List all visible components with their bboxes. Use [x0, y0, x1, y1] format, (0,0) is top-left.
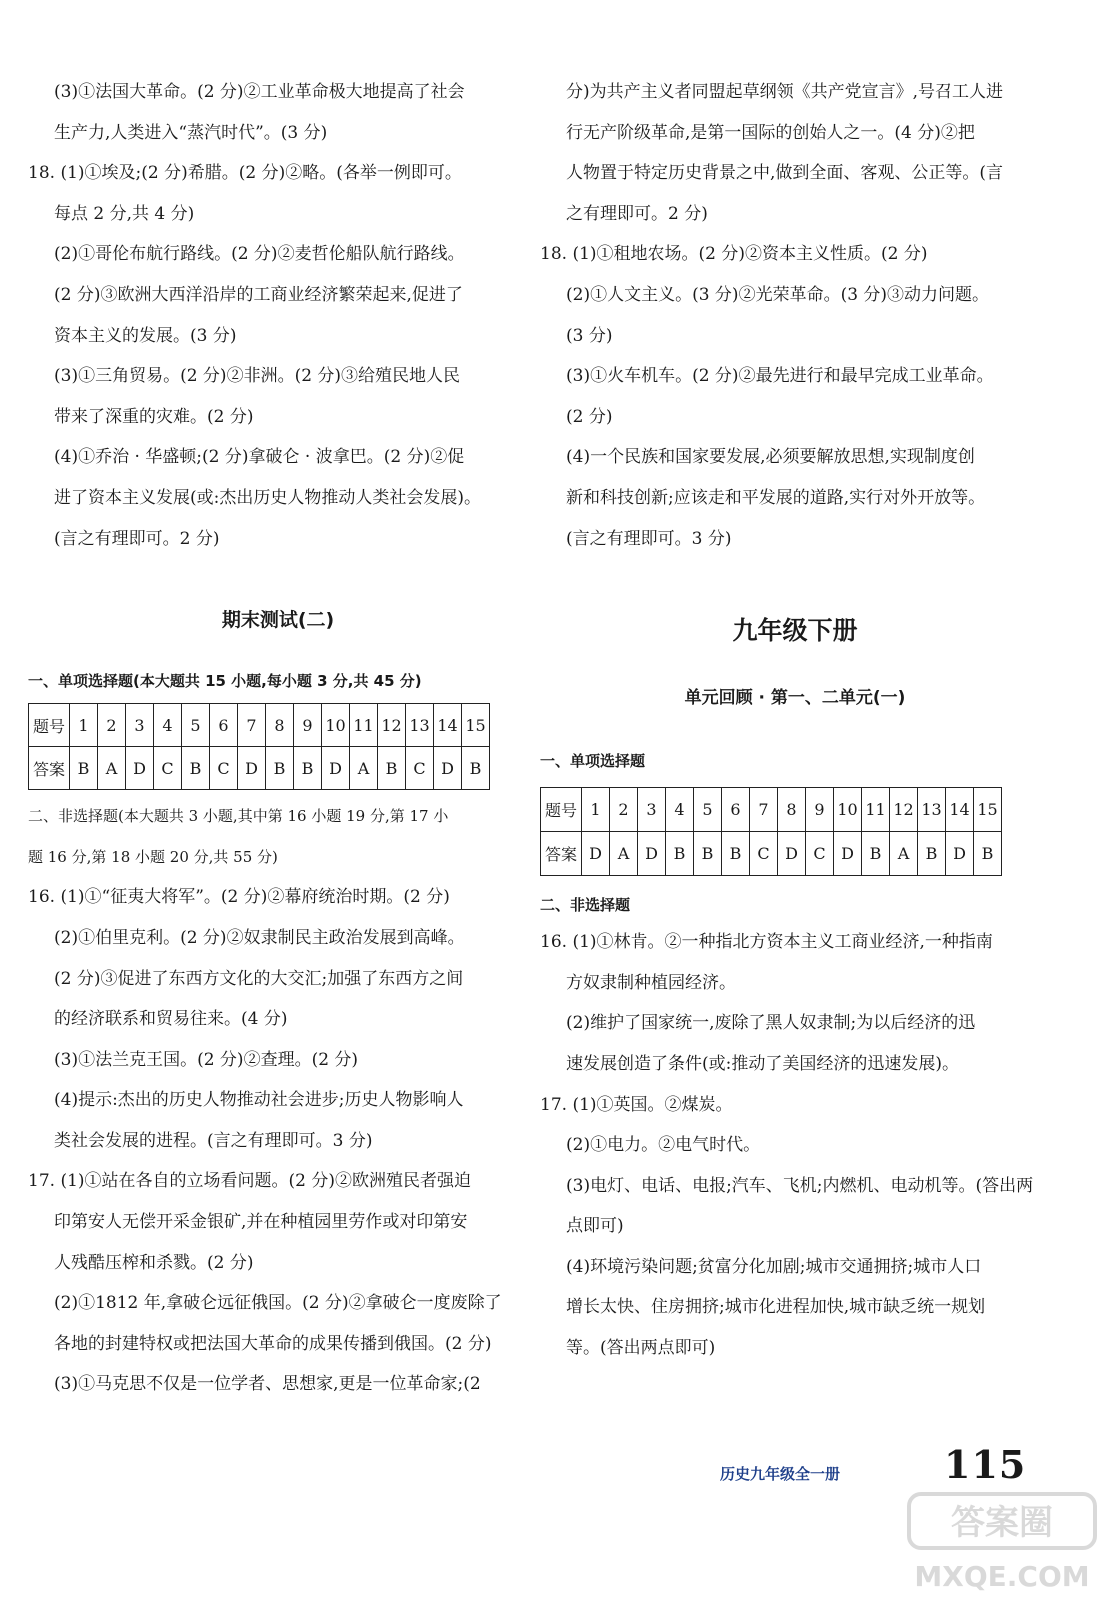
table-label: 题号 — [29, 704, 70, 747]
table-cell: B — [694, 832, 722, 876]
table-cell: A — [98, 747, 126, 790]
text-line: (4)环境污染问题;贫富分化加剧;城市交通拥挤;城市人口 — [566, 1256, 982, 1277]
table-cell: B — [666, 832, 694, 876]
table-cell: B — [918, 832, 946, 876]
answer-table — [28, 703, 490, 790]
text-line: (4)①乔治 · 华盛顿;(2 分)拿破仑 · 波拿巴。(2 分)②促 — [54, 447, 465, 468]
mc-heading: 一、单项选择题(本大题共 15 小题,每小题 3 分,共 45 分) — [28, 672, 422, 691]
question-18-start: 18. (1)①租地农场。(2 分)②资本主义性质。(2 分) — [540, 244, 928, 265]
table-cell: 5 — [694, 788, 722, 832]
table-cell: 14 — [434, 704, 462, 747]
text-line: (言之有理即可。2 分) — [54, 528, 220, 549]
text-line: (3)电灯、电话、电报;汽车、飞机;内燃机、电动机等。(答出两 — [566, 1175, 1034, 1196]
table-cell: 3 — [126, 704, 154, 747]
answer-table — [540, 787, 1002, 876]
table-cell: C — [210, 747, 238, 790]
table-cell: D — [778, 832, 806, 876]
table-cell: 5 — [182, 704, 210, 747]
table-cell: B — [862, 832, 890, 876]
table-cell: A — [610, 832, 638, 876]
table-cell: B — [462, 747, 490, 790]
text-line: (3 分) — [566, 325, 613, 346]
page-number: 115 — [944, 1442, 1027, 1487]
right-column — [540, 72, 1050, 1369]
table-cell: 7 — [238, 704, 266, 747]
text-line: 新和科技创新;应该走和平发展的道路,实行对外开放等。 — [566, 487, 986, 508]
text-line: 各地的封建特权或把法国大革命的成果传播到俄国。(2 分) — [54, 1333, 492, 1354]
table-cell: D — [434, 747, 462, 790]
table-cell: 13 — [918, 788, 946, 832]
table-cell: 6 — [210, 704, 238, 747]
text-line: 印第安人无偿开采金银矿,并在种植园里劳作或对印第安 — [54, 1212, 468, 1233]
text-line: (2)①人文主义。(3 分)②光荣革命。(3 分)③动力问题。 — [566, 284, 990, 305]
table-cell: B — [182, 747, 210, 790]
book-title: 九年级下册 — [732, 616, 858, 646]
table-cell: 1 — [582, 788, 610, 832]
text-line: (2)①1812 年,拿破仑远征俄国。(2 分)②拿破仑一度废除了 — [54, 1293, 502, 1314]
table-cell: D — [238, 747, 266, 790]
text-line: (3)①火车机车。(2 分)②最先进行和最早完成工业革命。 — [566, 366, 994, 387]
table-cell: 2 — [610, 788, 638, 832]
question-16-start: 16. (1)①林肯。②一种指北方资本主义工商业经济,一种指南 — [540, 932, 993, 953]
nonmc-heading: 题 16 分,第 18 小题 20 分,共 55 分) — [28, 847, 278, 866]
text-line: (2)①电力。②电气时代。 — [566, 1135, 761, 1156]
exam-title: 期末测试(二) — [221, 609, 335, 632]
watermark-logo — [905, 1488, 1100, 1598]
text-line: (2 分) — [566, 406, 613, 427]
text-line: 资本主义的发展。(3 分) — [54, 325, 237, 346]
watermark-top-text: 答案圈 — [951, 1503, 1053, 1543]
table-row-numbers — [29, 704, 490, 747]
table-cell: 9 — [294, 704, 322, 747]
watermark-bottom-text: MXQE.COM — [914, 1560, 1090, 1593]
text-line: 人物置于特定历史背景之中,做到全面、客观、公正等。(言 — [566, 163, 1004, 184]
text-line: 进了资本主义发展(或:杰出历史人物推动人类社会发展)。 — [54, 487, 481, 508]
table-cell: 3 — [638, 788, 666, 832]
text-line: (2)①伯里克利。(2 分)②奴隶制民主政治发展到高峰。 — [54, 927, 465, 948]
text-line: (2)维护了国家统一,废除了黑人奴隶制;为以后经济的迅 — [566, 1013, 976, 1034]
mc-heading: 一、单项选择题 — [540, 752, 646, 771]
table-cell: C — [806, 832, 834, 876]
table-cell: 12 — [890, 788, 918, 832]
table-cell: 7 — [750, 788, 778, 832]
table-cell: 8 — [266, 704, 294, 747]
table-cell: 11 — [862, 788, 890, 832]
table-cell: 10 — [834, 788, 862, 832]
text-line: 的经济联系和贸易往来。(4 分) — [54, 1009, 288, 1030]
text-line: 增长太快、住房拥挤;城市化进程加快,城市缺乏统一规划 — [566, 1297, 986, 1318]
text-line: (4)提示:杰出的历史人物推动社会进步;历史人物影响人 — [54, 1090, 464, 1111]
text-line: 分)为共产主义者同盟起草纲领《共产党宣言》,号召工人进 — [566, 82, 1004, 102]
table-cell: D — [834, 832, 862, 876]
text-line: (3)①三角贸易。(2 分)②非洲。(2 分)③给殖民地人民 — [54, 366, 461, 387]
table-cell: 4 — [666, 788, 694, 832]
text-line: (3)①法兰克王国。(2 分)②查理。(2 分) — [54, 1049, 359, 1070]
text-line: (3)①马克思不仅是一位学者、思想家,更是一位革命家;(2 — [54, 1374, 481, 1395]
table-row-answers — [29, 747, 490, 790]
table-cell: 4 — [154, 704, 182, 747]
table-cell: A — [890, 832, 918, 876]
text-line: 点即可) — [566, 1216, 624, 1237]
table-cell: 10 — [322, 704, 350, 747]
left-column — [28, 72, 528, 1405]
table-cell: 15 — [462, 704, 490, 747]
table-cell: 8 — [778, 788, 806, 832]
table-cell: A — [350, 747, 378, 790]
table-cell: B — [722, 832, 750, 876]
text-line: 等。(答出两点即可) — [566, 1338, 716, 1359]
text-line: (4)一个民族和国家要发展,必须要解放思想,实现制度创 — [566, 447, 975, 468]
table-cell: 6 — [722, 788, 750, 832]
question-18-start: 18. (1)①埃及;(2 分)希腊。(2 分)②略。(各举一例即可。 — [28, 163, 462, 184]
table-cell: 11 — [350, 704, 378, 747]
table-cell: 13 — [406, 704, 434, 747]
table-cell: B — [266, 747, 294, 790]
table-cell: B — [294, 747, 322, 790]
table-cell: 2 — [98, 704, 126, 747]
table-label: 题号 — [541, 788, 582, 832]
text-line: 行无产阶级革命,是第一国际的创始人之一。(4 分)②把 — [566, 122, 975, 143]
table-cell: 15 — [974, 788, 1002, 832]
table-cell: C — [154, 747, 182, 790]
table-label: 答案 — [29, 747, 70, 790]
table-cell: 14 — [946, 788, 974, 832]
question-16-start: 16. (1)①“征夷大将军”。(2 分)②幕府统治时期。(2 分) — [28, 887, 450, 908]
nonmc-heading: 二、非选择题 — [540, 896, 631, 915]
text-line: (言之有理即可。3 分) — [566, 528, 732, 549]
text-line: 之有理即可。2 分) — [566, 203, 708, 224]
text-line: 人残酷压榨和杀戮。(2 分) — [54, 1252, 254, 1273]
question-17-start: 17. (1)①站在各自的立场看问题。(2 分)②欧洲殖民者强迫 — [28, 1171, 472, 1192]
text-line: 类社会发展的进程。(言之有理即可。3 分) — [54, 1130, 373, 1151]
table-row-answers — [541, 832, 1002, 876]
text-line: 带来了深重的灾难。(2 分) — [54, 406, 254, 427]
footer-subject: 历史九年级全一册 — [720, 1465, 841, 1483]
table-cell: 12 — [378, 704, 406, 747]
table-cell: B — [974, 832, 1002, 876]
table-cell: B — [70, 747, 98, 790]
table-label: 答案 — [541, 832, 582, 876]
text-line: 每点 2 分,共 4 分) — [54, 203, 195, 224]
table-cell: C — [406, 747, 434, 790]
table-cell: D — [322, 747, 350, 790]
table-cell: 9 — [806, 788, 834, 832]
table-cell: D — [638, 832, 666, 876]
nonmc-heading: 二、非选择题(本大题共 3 小题,其中第 16 小题 19 分,第 17 小 — [28, 807, 449, 826]
table-cell: 1 — [70, 704, 98, 747]
question-17-start: 17. (1)①英国。②煤炭。 — [540, 1094, 733, 1115]
text-line: (2 分)③促进了东西方文化的大交汇;加强了东西方之间 — [54, 968, 464, 989]
table-cell: D — [126, 747, 154, 790]
text-line: (2 分)③欧洲大西洋沿岸的工商业经济繁荣起来,促进了 — [54, 284, 463, 305]
text-line: 生产力,人类进入“蒸汽时代”。(3 分) — [54, 122, 328, 143]
text-line: 方奴隶制种植园经济。 — [566, 972, 736, 993]
table-cell: C — [750, 832, 778, 876]
text-line: (3)①法国大革命。(2 分)②工业革命极大地提高了社会 — [54, 82, 465, 102]
text-line: (2)①哥伦布航行路线。(2 分)②麦哲伦船队航行路线。 — [54, 244, 465, 265]
table-cell: D — [946, 832, 974, 876]
table-cell: B — [378, 747, 406, 790]
table-cell: D — [582, 832, 610, 876]
table-row-numbers — [541, 788, 1002, 832]
text-line: 速发展创造了条件(或:推动了美国经济的迅速发展)。 — [566, 1053, 959, 1074]
unit-title: 单元回顾 · 第一、二单元(一) — [684, 688, 906, 709]
